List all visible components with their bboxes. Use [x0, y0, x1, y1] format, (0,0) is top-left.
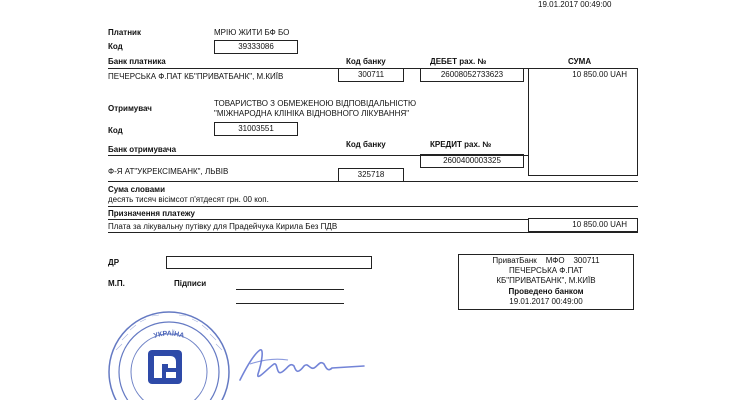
credit-account-label: КРЕДИТ рах. №	[430, 140, 492, 149]
purpose-label: Призначення платежу	[108, 209, 196, 218]
divider	[108, 219, 528, 220]
signatures-label: Підписи	[174, 279, 207, 288]
payer-code-box: 39333086	[214, 40, 298, 54]
signature-line-2	[236, 303, 344, 304]
receiver-bank-code-label: Код банку	[346, 140, 386, 149]
receiver-label: Отримувач	[108, 104, 152, 113]
divider	[108, 232, 638, 233]
bank-stamp-datetime: 19.01.2017 00:49:00	[509, 297, 583, 306]
bank-stamp-mfo-label: МФО	[545, 256, 565, 265]
purpose-amount-box: 10 850.00 UAH	[528, 218, 638, 232]
payer-label: Платник	[108, 28, 141, 37]
amount-words-label: Сума словами	[108, 185, 166, 194]
privatbank-logo-icon	[148, 350, 182, 384]
divider	[108, 206, 638, 207]
payer-bank-label: Банк платника	[108, 57, 166, 66]
bank-seal	[104, 310, 234, 400]
receiver-bank-label: Банк отримувача	[108, 145, 177, 154]
bank-stamp-mfo: 300711	[573, 256, 600, 265]
dr-box	[166, 256, 372, 269]
bank-stamp-bank-line	[459, 256, 633, 266]
receiver-code-label: Код	[108, 126, 123, 135]
bank-stamp-branch-line1: ПЕЧЕРСЬКА Ф.ПАТ	[509, 266, 583, 275]
signature-line-1	[236, 289, 344, 290]
credit-account-box: 2600400003325	[420, 154, 524, 168]
seal-country: УКРАЇНА	[152, 330, 185, 340]
receiver-name-line2: "МІЖНАРОДНА КЛІНІКА ВІДНОВНОГО ЛІКУВАННЯ"	[214, 109, 410, 118]
receiver-name-line1: ТОВАРИСТВО З ОБМЕЖЕНОЮ ВІДПОВІДАЛЬНІСТЮ	[214, 99, 417, 108]
debit-account-box: 26008052733623	[420, 68, 524, 82]
sum-label: СУМА	[568, 57, 592, 66]
sum-box: 10 850.00 UAH	[528, 68, 638, 176]
divider	[108, 181, 638, 182]
payer-code-label: Код	[108, 42, 123, 51]
amount-words-text: десять тисяч вісімсот п'ятдесят грн. 00 коп.	[108, 195, 269, 204]
mp-label: М.П.	[108, 279, 125, 288]
bank-stamp-status: Проведено банком	[508, 287, 584, 296]
dr-label: ДР	[108, 258, 120, 267]
payer-bank-name: ПЕЧЕРСЬКА Ф.ПАТ КБ"ПРИВАТБАНК", М.КИЇВ	[108, 72, 284, 81]
bank-stamp-branch-line2: КБ"ПРИВАТБАНК", М.КИЇВ	[496, 276, 596, 285]
payer-bank-code-label: Код банку	[346, 57, 386, 66]
payer-bank-code-box: 300711	[338, 68, 404, 82]
purpose-text: Плата за лікувальну путівку для Прадейчука Кирила Без ПДВ	[108, 222, 338, 231]
document-timestamp: 19.01.2017 00:49:00	[538, 0, 612, 9]
payer-name: МРІЮ ЖИТИ БФ БО	[214, 28, 290, 37]
receiver-bank-code-box: 325718	[338, 168, 404, 182]
bank-stamp-bank: ПриватБанк	[492, 256, 537, 265]
receiver-code-box: 31003551	[214, 122, 298, 136]
debit-account-label: ДЕБЕТ рах. №	[430, 57, 487, 66]
receiver-bank-name: Ф-Я АТ"УКРЕКСІМБАНК", ЛЬВІВ	[108, 167, 229, 176]
bank-stamp-box	[458, 254, 634, 310]
signature-scribble	[232, 342, 372, 388]
